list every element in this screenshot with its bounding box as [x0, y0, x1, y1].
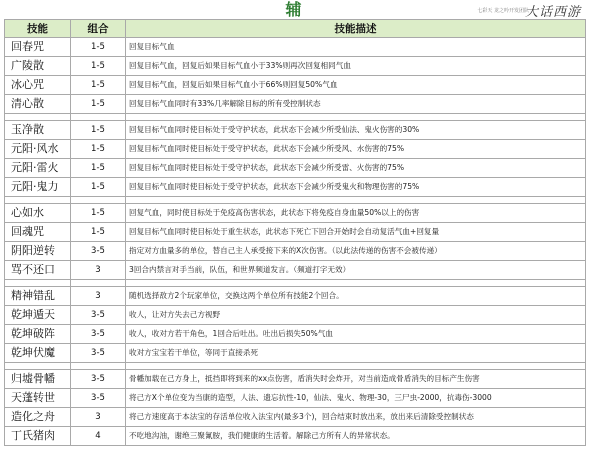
combo-cell: 3-5	[71, 389, 126, 408]
table-body	[5, 38, 586, 446]
spacer-row	[5, 197, 586, 204]
skill-name-cell: 丁氏猪肉	[5, 427, 71, 446]
combo-cell: 1-5	[71, 204, 126, 223]
spacer-cell	[5, 363, 71, 370]
skill-name-cell: 精神错乱	[5, 287, 71, 306]
skill-desc-cell: 3回合内禁言对手当前，队伍，和世界频道发言。（频道打字无效）	[126, 261, 586, 280]
skill-name-cell: 元阳·雷火	[5, 159, 71, 178]
skill-desc-cell: 回复目标气血同时使目标处于受守护状态，此状态下会减少所受鬼火和物理伤害的75%	[126, 178, 586, 197]
skill-name-cell: 阴阳逆转	[5, 242, 71, 261]
spacer-cell	[5, 114, 71, 121]
combo-cell: 3	[71, 261, 126, 280]
table-row	[5, 344, 586, 363]
combo-cell: 3-5	[71, 242, 126, 261]
spacer-cell	[5, 280, 71, 287]
combo-cell: 3	[71, 287, 126, 306]
spacer-cell	[5, 197, 71, 204]
table-row	[5, 121, 586, 140]
skill-desc-cell: 收对方宝宝若干单位，等同于直接杀死	[126, 344, 586, 363]
skill-desc-cell: 收人，让对方失去己方视野	[126, 306, 586, 325]
table-row	[5, 223, 586, 242]
watermark-logo	[431, 3, 581, 20]
table-row	[5, 57, 586, 76]
spacer-cell	[71, 197, 126, 204]
skill-desc-cell: 回复目标气血同时使目标处于受守护状态，此状态下会减少所受风、水伤害的75%	[126, 140, 586, 159]
table-row	[5, 242, 586, 261]
skill-desc-cell: 回复气血，同时使目标处于免疫高伤害状态，此状态下将免疫自身血量50%以上的伤害	[126, 204, 586, 223]
skill-name-cell: 冰心咒	[5, 76, 71, 95]
skill-name-cell: 造化之舟	[5, 408, 71, 427]
table-row	[5, 95, 586, 114]
combo-cell: 3	[71, 408, 126, 427]
skill-name-cell: 元阳·风水	[5, 140, 71, 159]
combo-cell: 1-5	[71, 223, 126, 242]
table-row	[5, 76, 586, 95]
skill-name-cell: 乾坤破阵	[5, 325, 71, 344]
logo-brand: 大话西游	[524, 5, 581, 20]
spacer-row	[5, 363, 586, 370]
skill-name-cell: 乾坤遁天	[5, 306, 71, 325]
table-row	[5, 204, 586, 223]
skill-desc-cell: 回复目标气血同时使目标处于受守护状态，此状态下会减少所受雷、火伤害的75%	[126, 159, 586, 178]
combo-cell: 3-5	[71, 306, 126, 325]
combo-cell: 1-5	[71, 121, 126, 140]
skill-desc-cell: 将己方X个单位变为当康的造型，人法、遗忘抗性-10，仙法、鬼火、物理-30，三尸虫-2000，抗毒伤-3000	[126, 389, 586, 408]
skill-name-cell: 广陵散	[5, 57, 71, 76]
skill-name-cell: 回春咒	[5, 38, 71, 57]
spacer-row	[5, 280, 586, 287]
skill-name-cell: 乾坤伏魔	[5, 344, 71, 363]
skill-desc-cell: 指定对方血量多的单位，替自己主人承受接下来的X次伤害。（以此法传递的伤害不会被传递）	[126, 242, 586, 261]
spacer-cell	[126, 280, 586, 287]
combo-cell: 1-5	[71, 57, 126, 76]
combo-cell: 1-5	[71, 38, 126, 57]
table-row	[5, 178, 586, 197]
skill-desc-cell: 骨幡加载在己方身上，抵挡即将到来的xx点伤害，盾消失时会炸开，对当前造成骨盾消失的目标产生伤害	[126, 370, 586, 389]
header-skill: 技能	[5, 20, 71, 38]
skill-desc-cell: 回复目标气血，回复后如果目标气血小于66%则回复50%气血	[126, 76, 586, 95]
table-row	[5, 159, 586, 178]
spacer-cell	[71, 280, 126, 287]
table-row	[5, 38, 586, 57]
skill-name-cell: 归墟骨幡	[5, 370, 71, 389]
combo-cell: 1-5	[71, 178, 126, 197]
table-row	[5, 140, 586, 159]
skill-table	[4, 19, 586, 446]
skill-desc-cell: 回复目标气血	[126, 38, 586, 57]
combo-cell: 3-5	[71, 325, 126, 344]
skill-name-cell: 元阳·鬼力	[5, 178, 71, 197]
logo-small-text: 七彩天 龙之吟开发团队	[477, 8, 529, 14]
spacer-cell	[126, 114, 586, 121]
table-row	[5, 408, 586, 427]
page-title: 辅	[285, 0, 304, 19]
spacer-row	[5, 114, 586, 121]
skill-desc-cell: 随机选择敌方2个玩家单位，交换这两个单位所有技能2个回合。	[126, 287, 586, 306]
skill-name-cell: 回魂咒	[5, 223, 71, 242]
spacer-cell	[126, 197, 586, 204]
table-row	[5, 389, 586, 408]
combo-cell: 4	[71, 427, 126, 446]
table-row	[5, 261, 586, 280]
table-header-row	[5, 20, 586, 38]
skill-name-cell: 骂不还口	[5, 261, 71, 280]
spacer-cell	[71, 363, 126, 370]
skill-desc-cell: 收人，收对方若干角色，1回合后吐出。吐出后损失50%气血	[126, 325, 586, 344]
skill-desc-cell: 将己方速度高于本法宝的存活单位收入法宝内(最多3个)，回合结束时放出来，放出来后清除受控制状态	[126, 408, 586, 427]
combo-cell: 1-5	[71, 95, 126, 114]
skill-name-cell: 心如水	[5, 204, 71, 223]
skill-desc-cell: 回复目标气血同时使目标处于受守护状态，此状态下会减少所受仙法、鬼火伤害的30%	[126, 121, 586, 140]
skill-name-cell: 天蓬转世	[5, 389, 71, 408]
spacer-cell	[71, 114, 126, 121]
skill-desc-cell: 回复目标气血，回复后如果目标气血小于33%则再次回复相同气血	[126, 57, 586, 76]
table-row	[5, 306, 586, 325]
combo-cell: 3-5	[71, 344, 126, 363]
table-row	[5, 427, 586, 446]
combo-cell: 1-5	[71, 159, 126, 178]
skill-desc-cell: 回复目标气血同时有33%几率解除目标的所有受控制状态	[126, 95, 586, 114]
header-desc: 技能描述	[126, 20, 586, 38]
skill-desc-cell: 回复目标气血同时使目标处于重生状态，此状态下死亡下回合开始时会自动复活气血+回复量	[126, 223, 586, 242]
header-combo: 组合	[71, 20, 126, 38]
combo-cell: 1-5	[71, 76, 126, 95]
table-row	[5, 370, 586, 389]
table-row	[5, 287, 586, 306]
combo-cell: 1-5	[71, 140, 126, 159]
table-row	[5, 325, 586, 344]
spacer-cell	[126, 363, 586, 370]
skill-desc-cell: 不吃地沟油，谢绝三聚氰胺，我们健康的生活着。解除己方所有人的异常状态。	[126, 427, 586, 446]
combo-cell: 3-5	[71, 370, 126, 389]
skill-name-cell: 清心散	[5, 95, 71, 114]
skill-name-cell: 玉净散	[5, 121, 71, 140]
